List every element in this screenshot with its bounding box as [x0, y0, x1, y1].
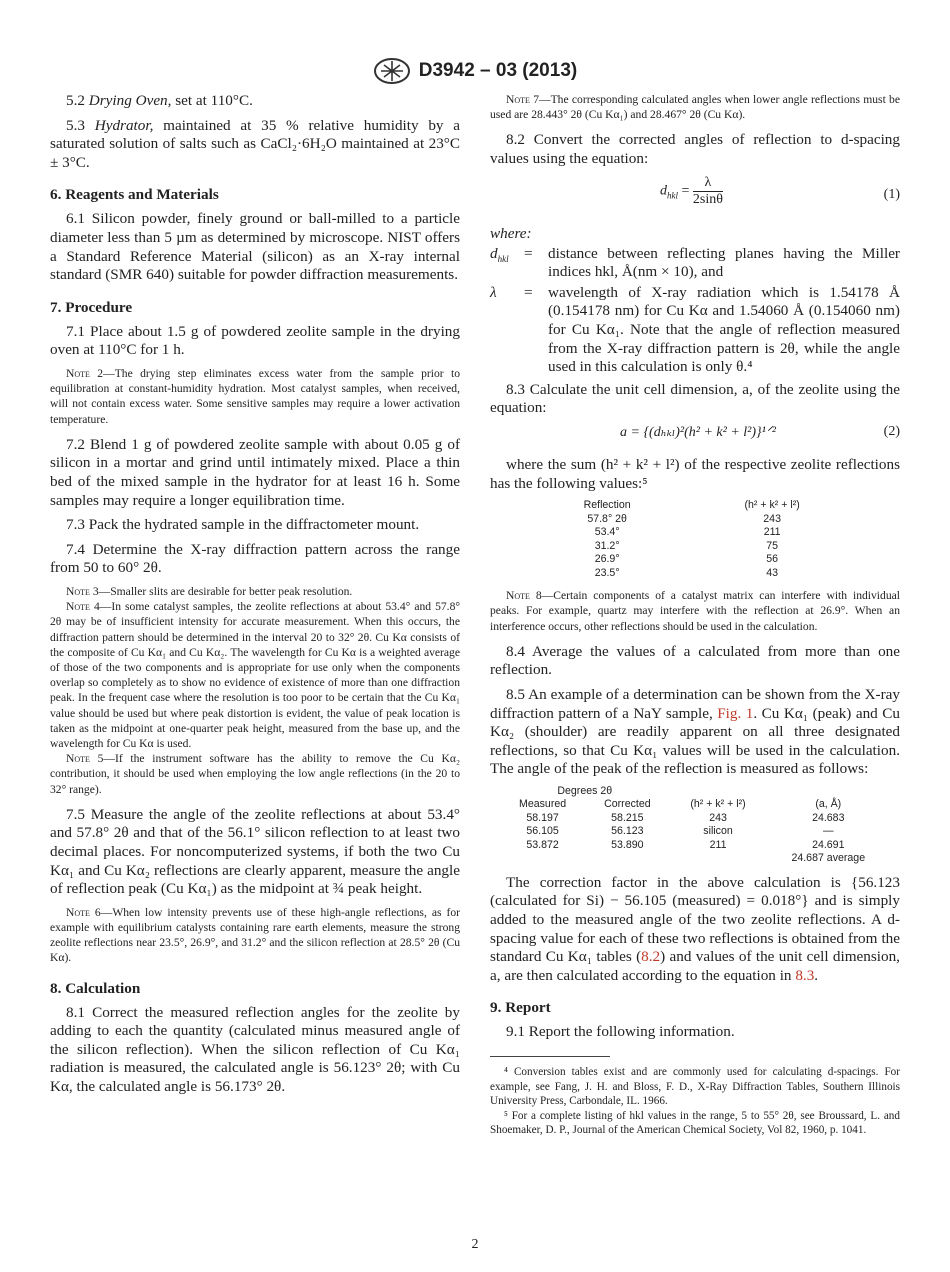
column-header: (h² + k² + l²)	[690, 798, 746, 811]
note-label: Note 2	[66, 366, 104, 380]
section-heading: 6. Reagents and Materials	[50, 186, 219, 204]
table-header-row	[500, 798, 890, 812]
table-cell: 56	[766, 553, 779, 566]
footnote-5: ⁵ For a complete listing of hkl values in the range, 5 to 55° 2θ, see Broussard, L. and Shoemaker, D. P., Journal of the American Chemical Society, Vol 82, 1960, p. 1041.	[490, 1109, 900, 1137]
eq-numerator: λ	[693, 175, 723, 192]
page-number: 2	[471, 1237, 479, 1252]
note-text: —If the instrument software has the ability to remove the Cu Kα₂ contribution, it should be used when employing the low angle reflections (in the 20 to 32° range).	[50, 752, 461, 796]
column-header: Measured	[519, 798, 567, 811]
table-cell: 56.105	[526, 825, 559, 838]
table-cell: 243	[763, 512, 781, 525]
table-row	[530, 513, 860, 527]
table-row	[530, 567, 860, 581]
column-header: Corrected	[604, 798, 651, 811]
table-cell: 57.8° 2θ	[587, 512, 627, 525]
figure-1-link[interactable]: Fig. 1	[717, 704, 754, 722]
blank	[670, 785, 767, 799]
note-label: Note 7	[506, 93, 539, 106]
table-header-row	[530, 499, 860, 513]
table-cell: 211	[709, 838, 727, 851]
paragraph	[50, 806, 460, 899]
symbol: d	[490, 244, 498, 262]
note-text: —The corresponding calculated angles when lower angle reflections must be used are 28.443° 2θ (Cu Kα₁) and 28.467° 2θ (Cu Kα).	[490, 93, 901, 122]
section-number: 9.1	[506, 1023, 525, 1041]
paragraph-text: Report the following information.	[524, 1023, 735, 1041]
paragraph	[50, 92, 460, 111]
equation-number: (2)	[883, 423, 900, 439]
note-label: Note 3	[66, 584, 99, 598]
eq-lhs: d	[660, 183, 667, 199]
group-header: Degrees 2θ	[557, 784, 613, 797]
blank	[585, 852, 669, 866]
paragraph	[50, 1004, 460, 1097]
paragraph	[50, 323, 460, 360]
paragraph	[50, 117, 460, 173]
definition-lambda	[490, 284, 900, 377]
where-label: where:	[490, 224, 532, 242]
paragraph-text: ) and values of the unit cell dimension, a, are then calculated according to the equation in	[490, 948, 900, 984]
section-8-3-link[interactable]: 8.3	[795, 966, 815, 984]
equals: =	[524, 244, 533, 262]
table-row	[500, 825, 890, 839]
table-cell: 56.123	[611, 825, 644, 838]
right-column	[490, 92, 900, 1138]
equation-2	[490, 424, 900, 450]
column-header: Reflection	[583, 499, 631, 512]
column-header: (h² + k² + l²)	[744, 499, 800, 512]
note	[50, 905, 460, 966]
paragraph-text: Calculate the unit cell dimension, a, of the zeolite using the equation:	[490, 380, 900, 417]
section-number: 6.1	[66, 210, 85, 228]
note-text: —The drying step eliminates excess water from the sample prior to equilibration at constant-humidity hydration. Most catalyst samples, when received, will not contain excess water. Some sensitive samples may require a lower activation temperature.	[50, 366, 461, 426]
table-cell: 43	[766, 566, 779, 579]
equation-1	[490, 175, 900, 219]
paragraph	[50, 436, 460, 510]
footnote-4: ⁴ Conversion tables exist and are commonly used for calculating d-spacings. For example, see Fang, J. H. and Bloss, F. D., X-Ray Diffraction Tables, Southern Illinois University Press, Carbondale, IL. 1966.	[490, 1066, 900, 1108]
note-text: —Certain components of a catalyst matrix can interfere with individual peaks. For example, quartz may interfere with the reflection at 26.9°. When an interference occurs, other reflections should be used in the calculation.	[490, 589, 900, 633]
paragraph-text: The correction factor in the above calculation is {56.123 (calculated for Si) − 56.105 (measured) = 0.018°} and is simply added to the measured angle of the two zeolite reflections. A d-spacing value for each of these two reflections is obtained from the standard Cu Kα₁ tables (	[490, 873, 900, 966]
table-cell: 58.197	[526, 811, 559, 824]
note	[50, 366, 460, 427]
symbol-sub: hkl	[497, 253, 509, 264]
document-title: D3942 – 03 (2013)	[418, 60, 578, 81]
footnote-divider	[490, 1056, 610, 1057]
paragraph-8-5	[490, 686, 900, 779]
reflection-table	[530, 499, 860, 580]
table-cell: 243	[709, 811, 727, 824]
average-value: 24.687 average	[791, 852, 866, 865]
table-cell: 31.2°	[594, 539, 620, 552]
definition-text: wavelength of X-ray radiation which is 1.54178 Å (0.154178 nm) for Cu Kα and 1.54060 Å (0.154060 nm) for Cu Kα₁. Note that the angle of reflection measured from the X-ray diffraction pattern is 2θ, while the angle used in this calculation is only θ.⁴	[548, 283, 900, 376]
table-cell: 75	[766, 539, 779, 552]
section-number: 7.2	[66, 435, 85, 453]
note	[50, 599, 460, 751]
note-text: —When low intensity prevents use of these high-angle reflections, as for example with equilibrium catalysts containing rare earth elements, measure the strong zeolite reflections near 23.5°, 26.9°, and 31.2° and the silicon reflection at 28.5° 2θ (Cu Kα).	[50, 905, 460, 965]
paragraph-text: Silicon powder, finely ground or ball-milled to a particle diameter less than 5 µm as determined by microscope. NIST offers a Standard Reference Material (silicon) as an X-ray internal standard (SMR 640) suitable for powder diffraction measurements.	[50, 210, 460, 284]
eq-sign: =	[678, 183, 693, 199]
paragraph-lead-term: Hydrator,	[94, 116, 154, 134]
table-cell: 53.872	[526, 838, 559, 851]
paragraph-text: Correct the measured reflection angles for the zeolite by adding to each the quantity (calculated minus measured angle of the silicon reflection). When the silicon reflection of Cu Kα₁ radiation is measured, the calculated angle is 56.123° 2θ; with Cu Kα, the calculated angle is 56.173° 2θ.	[50, 1003, 460, 1095]
paragraph-text: An example of a determination can be shown from the X-ray diffraction pattern of a NaY sample,	[490, 685, 900, 722]
column-header: (a, Å)	[815, 798, 842, 811]
section-8-2-link[interactable]: 8.2	[641, 948, 661, 966]
note-label: Note 8	[506, 589, 542, 603]
section-heading: 7. Procedure	[50, 298, 133, 316]
paragraph-8-2	[490, 131, 900, 168]
note-text: —In some catalyst samples, the zeolite reflections at about 53.4° and 57.8° 2θ may be of insufficient intensity for accurate measurement. When this occurs, the diffraction pattern should be determined in the interval 20 to 32° 2θ. Cu Kα consists of the composite of Cu Kα₁ and Cu Kα₂. The wavelength for Cu Kα is a weighted average of those of the two components and is appropriate for use only when the components overlap so completely as to show no evidence of existence of more than one diffraction peak. In the frequent case where the resolution is too poor to be certain that the Cu Kα₁ value should be used but where peak distortion is evident, the value of peak location is taken as the midpoint at one-quarter peak height, measured from the base up, and the wavelength for Cu Kα is used.	[50, 600, 460, 750]
table-row	[500, 839, 890, 853]
paragraph-text: set at 110°C.	[171, 92, 253, 109]
blank	[670, 852, 767, 866]
blank	[767, 785, 890, 799]
eq-lhs-sub: hkl	[667, 190, 678, 201]
definition-text: distance between reflecting planes having the Miller indices hkl, Å(nm × 10), and	[548, 244, 900, 281]
note-label: Note 4	[66, 600, 100, 614]
paragraph-text: . Cu Kα₁ (peak) and Cu Kα₂ (shoulder) are readily apparent on all three designated reflections, so that Cu Kα₁ values will be used in the calculation. The angle of the peak of the reflection is measured as follows:	[490, 704, 900, 778]
table-cell: —	[822, 825, 834, 838]
table-cell: 26.9°	[594, 553, 620, 566]
paragraph	[50, 541, 460, 578]
table-cell: 211	[763, 526, 781, 539]
measurement-table	[500, 785, 890, 866]
table-cell: 53.4°	[594, 526, 620, 539]
eq-denominator: 2sinθ	[692, 191, 723, 207]
table-row	[500, 812, 890, 826]
section-number: 8.5	[506, 685, 525, 703]
paragraph-correction	[490, 874, 900, 986]
paragraph-text: Pack the hydrated sample in the diffractometer mount.	[84, 516, 420, 534]
section-number: 8.1	[66, 1003, 85, 1021]
paragraph-9-1	[490, 1023, 900, 1042]
table-cell: 53.890	[611, 838, 644, 851]
section-heading: 8. Calculation	[50, 979, 141, 997]
paragraph-text: Average the values of a calculated from more than one reflection.	[490, 642, 900, 679]
paragraph-8-4	[490, 643, 900, 680]
paragraph-8-3	[490, 381, 900, 418]
paragraph-text: where the sum (h² + k² + l²) of the respective zeolite reflections has the following values:⁵	[490, 455, 900, 492]
paragraph-text: Place about 1.5 g of powdered zeolite sample in the drying oven at 110°C for 1 h.	[50, 322, 460, 359]
paragraph-text: maintained at 35 % relative humidity by a saturated solution of salts such as CaCl₂·6H₂O maintained at 23°C ± 3°C.	[50, 116, 461, 171]
table-row	[530, 526, 860, 540]
paragraph	[50, 516, 460, 535]
note-8	[490, 588, 900, 634]
note-label: Note 6	[66, 905, 101, 919]
blank	[500, 852, 585, 866]
equals: =	[524, 283, 533, 301]
paragraph-text: Convert the corrected angles of reflection to d-spacing values using the equation:	[490, 131, 900, 167]
definition-d	[490, 245, 900, 282]
paragraph-lead-term: Drying Oven,	[88, 92, 172, 109]
section-number: 8.4	[506, 642, 525, 660]
note-label: Note 5	[66, 752, 104, 766]
table-row	[530, 553, 860, 567]
table-cell: 23.5°	[594, 566, 620, 579]
section-number: 7.5	[66, 805, 85, 823]
equation-number: (1)	[883, 186, 900, 202]
table-cell: silicon	[703, 825, 733, 838]
section-number: 7.1	[66, 322, 85, 340]
note	[50, 584, 460, 599]
table-cell: 24.683	[812, 811, 845, 824]
table-cell: 58.215	[611, 811, 644, 824]
paragraph-text: Measure the angle of the zeolite reflections at about 53.4° and 57.8° 2θ and that of the 56.1° silicon reflection to at least two decimal places. For noncomputerized systems, if both the two Cu Kα₁ and Cu Kα₂ reflections are clearly apparent, measure the angle of reflection peak (Cu Kα₁) as the midpoint at ¾ peak height.	[50, 805, 460, 898]
eq-body: a = {(dₕₖₗ)²(h² + k² + l²)}¹ᐟ²	[620, 424, 776, 440]
group-header-row	[500, 785, 890, 799]
note-text: —Smaller slits are desirable for better peak resolution.	[98, 584, 353, 598]
astm-logo-icon	[373, 57, 411, 85]
section-number: 8.3	[506, 380, 525, 398]
section-number: 5.2	[66, 92, 85, 109]
table-cell: 24.691	[812, 838, 845, 851]
page-header	[0, 57, 950, 85]
note-7	[490, 92, 900, 122]
paragraph	[50, 210, 460, 284]
average-row	[500, 852, 890, 866]
section-number: 7.3	[66, 516, 85, 534]
section-number: 7.4	[66, 540, 85, 558]
paragraph-text: Determine the X-ray diffraction pattern across the range from 50 to 60° 2θ.	[50, 540, 460, 577]
paragraph-text: Blend 1 g of powdered zeolite sample with about 0.05 g of silicon in a mortar and grind until intimately mixed. Place a thin bed of the mixed sample in the hydrator for at least 16 h. Some samples may require a longer equilibration time.	[50, 435, 460, 509]
section-number: 8.2	[506, 131, 525, 149]
section-heading: 9. Report	[490, 999, 551, 1017]
note	[50, 751, 460, 797]
paragraph-text: .	[814, 966, 819, 984]
left-column	[50, 92, 460, 1103]
section-number: 5.3	[66, 116, 85, 134]
symbol: λ	[490, 283, 497, 301]
table-row	[530, 540, 860, 554]
